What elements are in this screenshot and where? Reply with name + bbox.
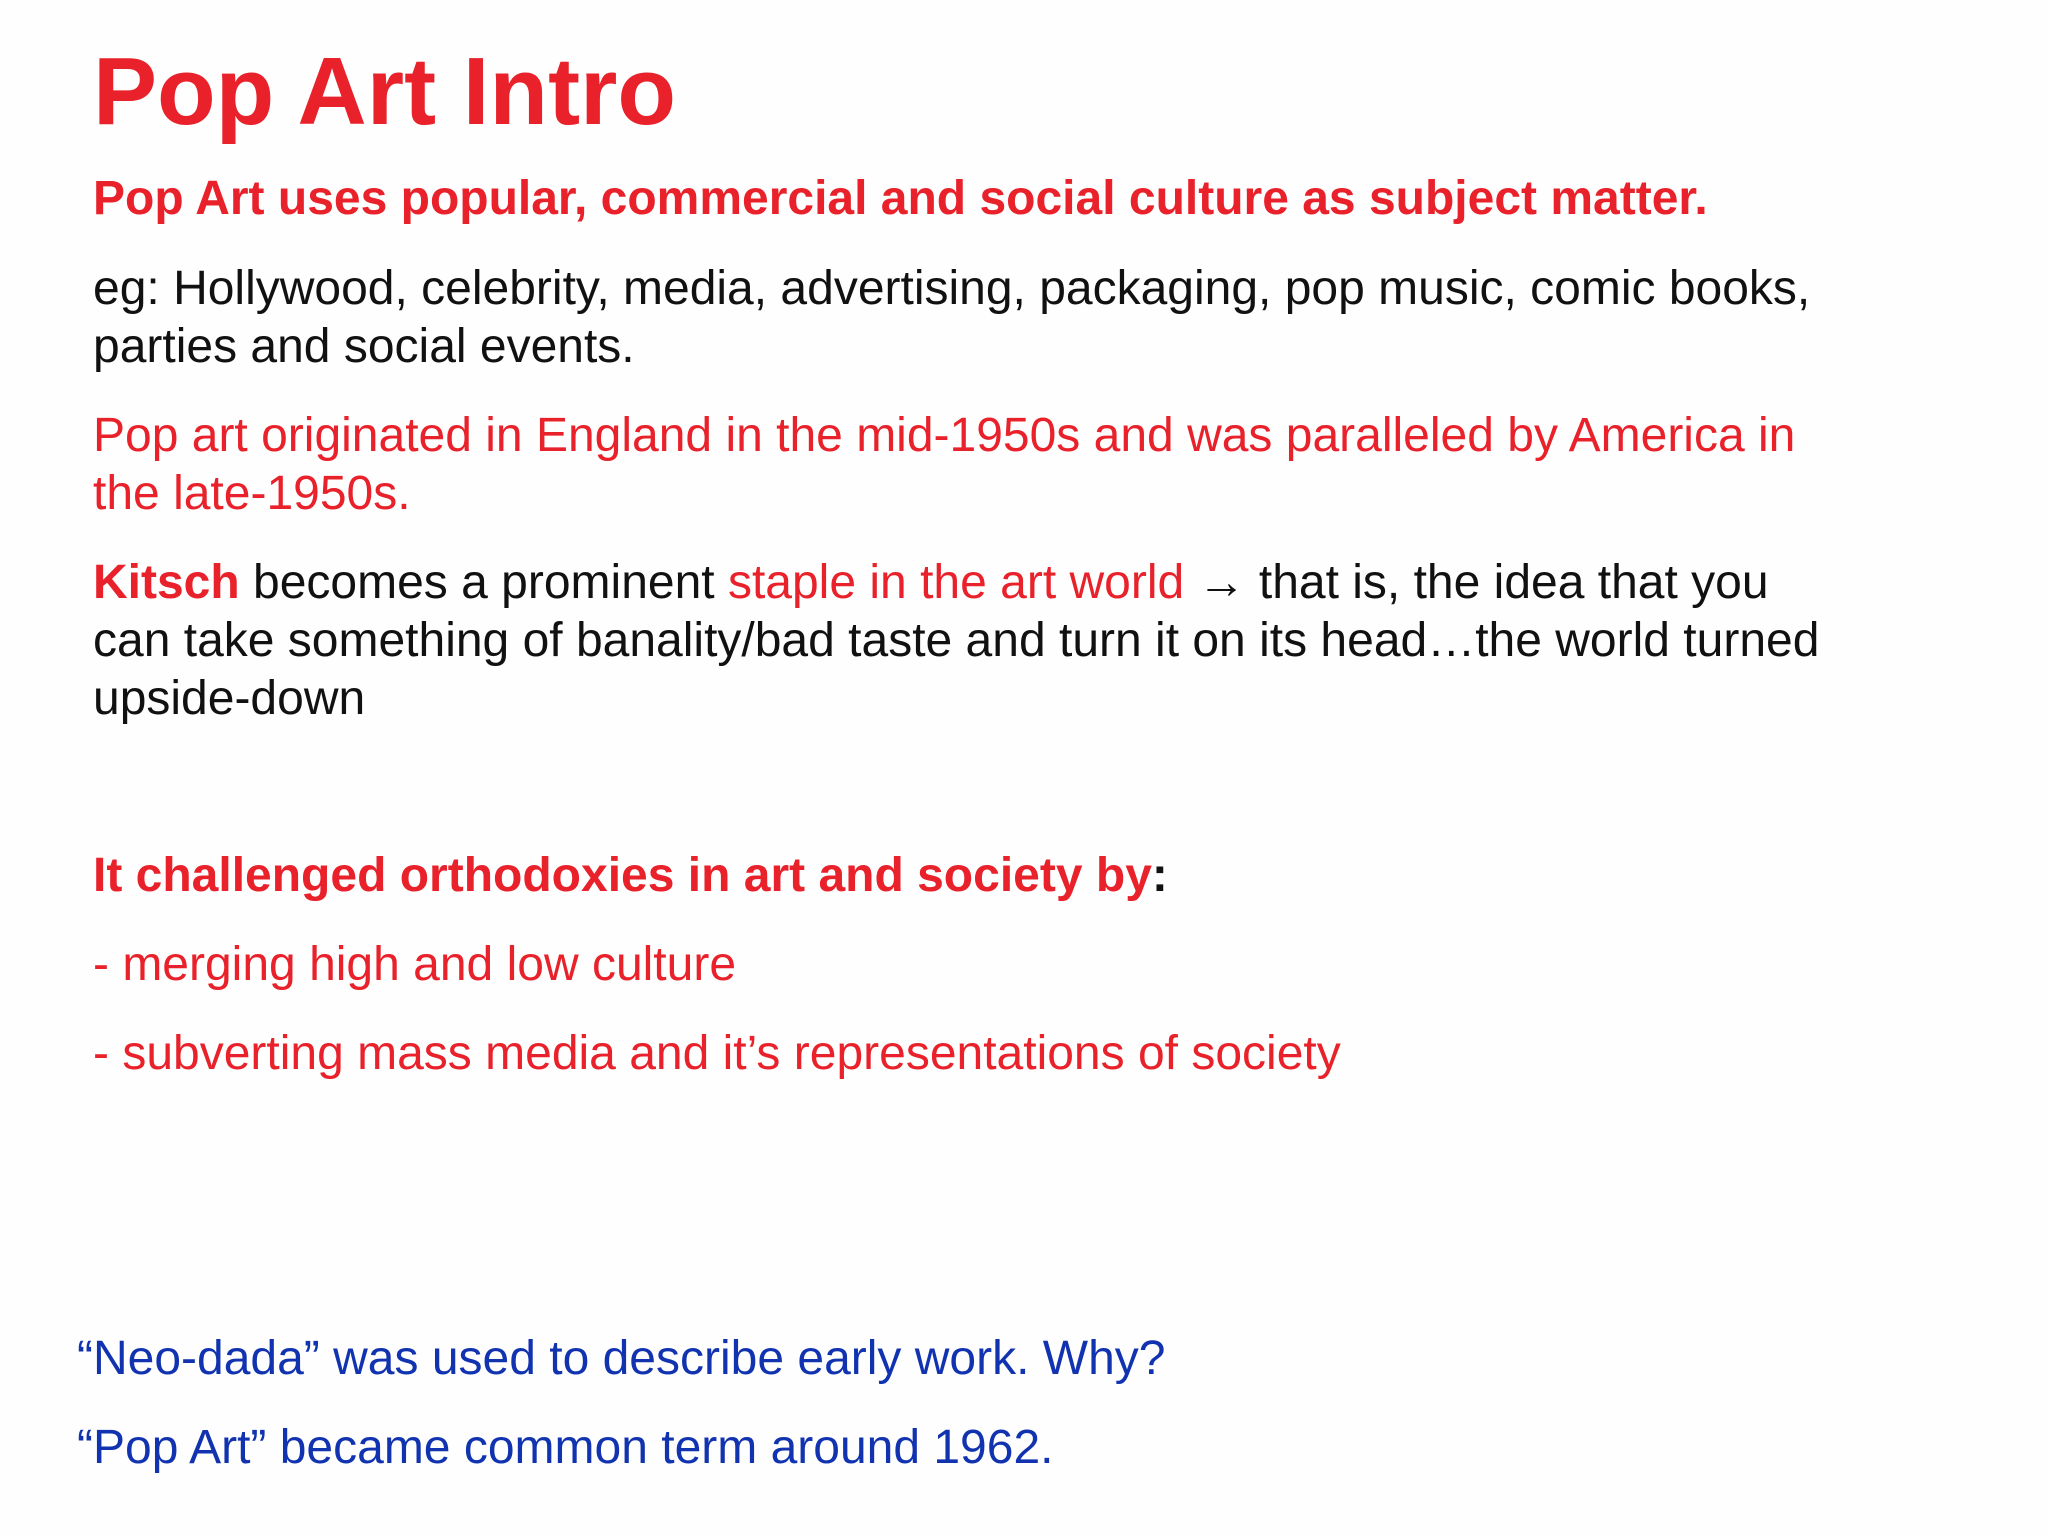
kitsch-line-2: can take something of banality/bad taste and turn it on its head…the world turned [93, 614, 1820, 667]
arrow-right-icon: → [1184, 556, 1259, 609]
slide-title: Pop Art Intro [93, 38, 677, 145]
examples-line-2: parties and social events. [93, 320, 635, 373]
kitsch-text-2: that is, the idea that you [1258, 556, 1769, 609]
challenge-heading [93, 847, 1993, 905]
challenge-heading-colon: : [1151, 849, 1168, 902]
origin-line-2: the late-1950s. [93, 467, 411, 520]
challenge-heading-text: It challenged orthodoxies in art and society by [93, 849, 1152, 902]
examples-paragraph [93, 260, 1993, 376]
note-neo-dada: “Neo-dada” was used to describe early work. Why? [77, 1332, 1166, 1385]
challenge-item: - merging high and low culture [93, 938, 737, 991]
challenge-item: - subverting mass media and it’s representations of society [93, 1027, 1341, 1080]
kitsch-text-1: becomes a prominent [239, 556, 728, 609]
note-pop-art-term: “Pop Art” became common term around 1962. [77, 1421, 1054, 1474]
examples-line-1: eg: Hollywood, celebrity, media, advertising, packaging, pop music, comic books, [93, 262, 1811, 315]
kitsch-line-1 [93, 556, 1769, 609]
kitsch-paragraph [93, 554, 1993, 728]
kitsch-term: Kitsch [93, 556, 240, 609]
origin-line-1: Pop art originated in England in the mid-1950s and was paralleled by America in [93, 409, 1796, 462]
origin-paragraph [93, 407, 1993, 523]
kitsch-line-3: upside-down [93, 672, 366, 725]
kitsch-highlight: staple in the art world [727, 556, 1185, 609]
subject-line: Pop Art uses popular, commercial and social culture as subject matter. [93, 172, 1708, 225]
